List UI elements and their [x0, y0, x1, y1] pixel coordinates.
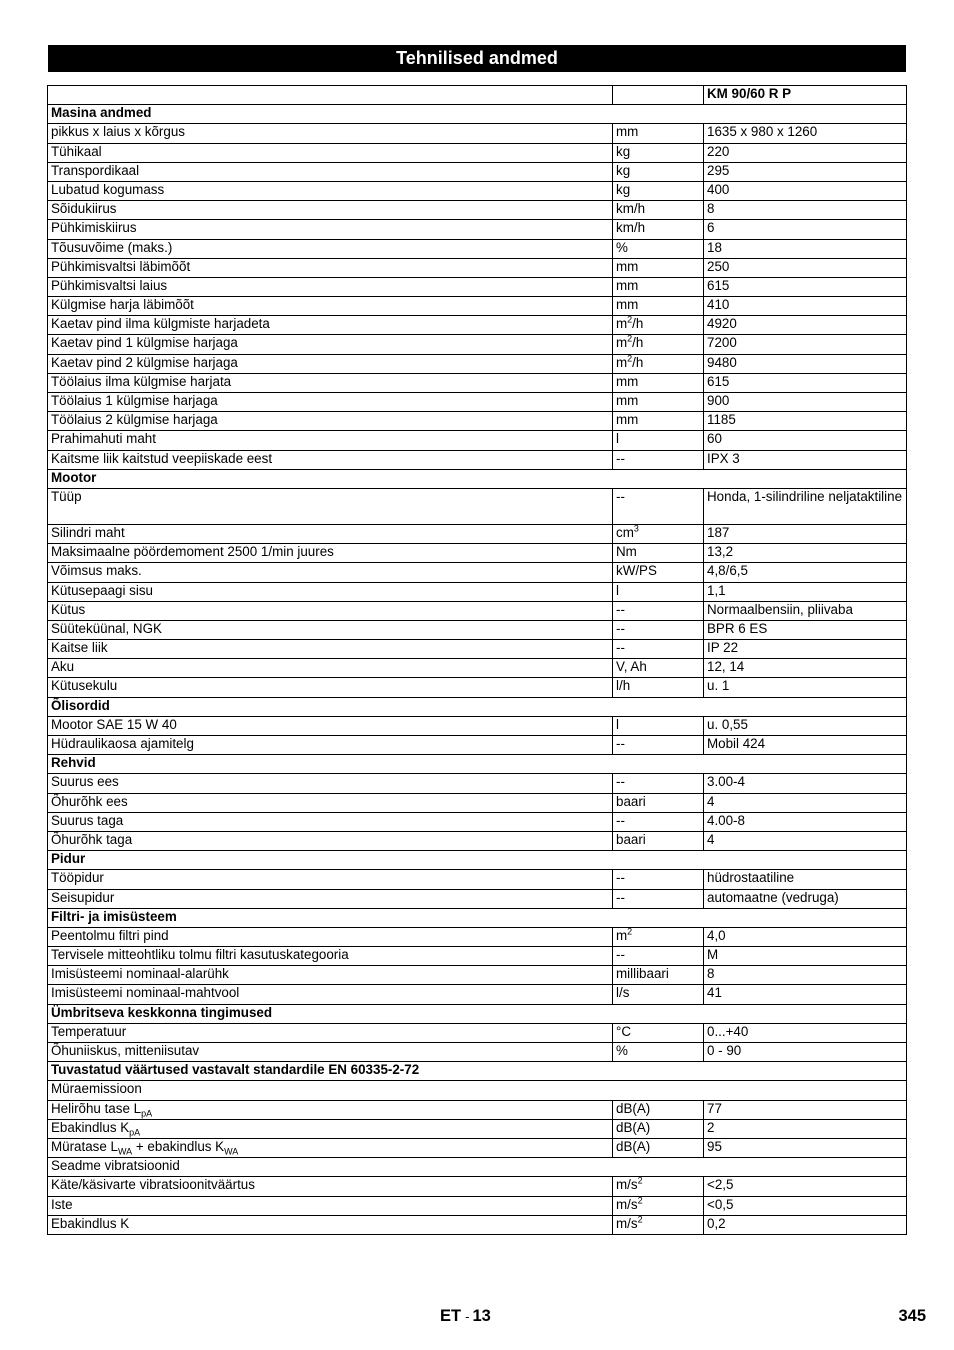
- table-row: [48, 831, 907, 850]
- table-row: [48, 1215, 907, 1234]
- table-row: [48, 870, 907, 889]
- spec-value: 13,2: [704, 544, 907, 563]
- table-row: [48, 258, 907, 277]
- spec-label: [48, 831, 613, 850]
- spec-value: 1185: [704, 412, 907, 431]
- spec-unit: km/h: [613, 201, 704, 220]
- table-row: [48, 966, 907, 985]
- table-row: [48, 1158, 907, 1177]
- footer-page: 13: [472, 1307, 491, 1325]
- spec-label: [48, 335, 613, 354]
- table-row: [48, 601, 907, 620]
- spec-value: 95: [704, 1138, 907, 1157]
- spec-label: [48, 947, 613, 966]
- subheading-label: Seadme vibratsioonid: [51, 1158, 180, 1174]
- spec-unit: km/h: [613, 220, 704, 239]
- spec-label: [48, 889, 613, 908]
- spec-label: [48, 201, 613, 220]
- spec-value: 1,1: [704, 582, 907, 601]
- unit-superscript: 3: [633, 524, 639, 534]
- spec-label: [48, 678, 613, 697]
- spec-unit: --: [613, 947, 704, 966]
- table-row: [48, 889, 907, 908]
- spec-label-text: Käte/käsivarte vibratsioonitväärtus: [51, 1177, 255, 1193]
- section-heading: Mootor: [48, 469, 907, 488]
- section-heading-row: [48, 1004, 907, 1023]
- spec-label-subscript: pA: [141, 1108, 153, 1119]
- spec-value: 4,8/6,5: [704, 563, 907, 582]
- spec-unit: baari: [613, 793, 704, 812]
- spec-value: u. 0,55: [704, 716, 907, 735]
- spec-value: automaatne (vedruga): [704, 889, 907, 908]
- spec-label-text: Õhurõhk ees: [51, 793, 128, 809]
- spec-label-text: Helirõhu tase L: [51, 1100, 142, 1116]
- table-row: [48, 524, 907, 543]
- spec-label-text: Süüteküünal, NGK: [51, 620, 162, 636]
- spec-value: 18: [704, 239, 907, 258]
- section-heading: Ümbritseva keskkonna tingimused: [48, 1004, 907, 1023]
- spec-label: [48, 181, 613, 200]
- table-row: [48, 927, 907, 946]
- spec-value: 77: [704, 1100, 907, 1119]
- table-row: [48, 544, 907, 563]
- spec-unit: --: [613, 488, 704, 524]
- spec-unit: mm: [613, 124, 704, 143]
- spec-label-text: Prahimahuti maht: [51, 431, 156, 447]
- spec-value: 9480: [704, 354, 907, 373]
- spec-label: [48, 582, 613, 601]
- header-label-cell: [48, 86, 613, 105]
- unit-superscript: 2: [627, 354, 633, 364]
- spec-label-text: Ebakindlus K: [51, 1119, 130, 1135]
- spec-label-text: Tervisele mitteohtliku tolmu filtri kasutuskategooria: [51, 947, 349, 963]
- table-row: [48, 793, 907, 812]
- spec-label: [48, 985, 613, 1004]
- spec-label-text: Kütusepaagi sisu: [51, 582, 153, 598]
- spec-value: 295: [704, 162, 907, 181]
- footer-language-code: [440, 1307, 491, 1326]
- unit-superscript: 2: [627, 334, 633, 344]
- spec-unit: Nm: [613, 544, 704, 563]
- spec-label-subscript-2: WA: [224, 1146, 239, 1157]
- spec-unit: $m^2/h$: [613, 316, 704, 335]
- spec-label: [48, 316, 613, 335]
- page-number: 345: [898, 1307, 926, 1325]
- spec-label-text: Tühikaal: [51, 143, 102, 159]
- spec-value: 7200: [704, 335, 907, 354]
- spec-value: u. 1: [704, 678, 907, 697]
- spec-value: M: [704, 947, 907, 966]
- unit-superscript: 2: [637, 1196, 643, 1206]
- spec-label: [48, 393, 613, 412]
- spec-label: [48, 162, 613, 181]
- spec-label-text: Seisupidur: [51, 889, 115, 905]
- spec-value: 187: [704, 524, 907, 543]
- spec-label-text: Kaetav pind 1 külgmise harjaga: [51, 335, 238, 351]
- spec-unit: --: [613, 640, 704, 659]
- table-row: [48, 678, 907, 697]
- section-heading-row: [48, 1062, 907, 1081]
- spec-value: IPX 3: [704, 450, 907, 469]
- spec-label: [48, 659, 613, 678]
- spec-value: Honda, 1-silindriline neljataktiline: [704, 488, 907, 524]
- spec-label: [48, 716, 613, 735]
- spec-value: 41: [704, 985, 907, 1004]
- unit-superscript: 2: [637, 1215, 643, 1225]
- model-name: KM 90/60 R P: [704, 86, 907, 105]
- spec-value: 410: [704, 297, 907, 316]
- spec-unit: mm: [613, 277, 704, 296]
- spec-unit: --: [613, 450, 704, 469]
- footer-dash: -: [465, 1309, 470, 1324]
- table-row: [48, 1043, 907, 1062]
- spec-label: [48, 812, 613, 831]
- section-heading-row: [48, 697, 907, 716]
- spec-label: [48, 966, 613, 985]
- spec-value: 1635 x 980 x 1260: [704, 124, 907, 143]
- spec-value: 615: [704, 373, 907, 392]
- subheading-label: Müraemissioon: [51, 1081, 142, 1097]
- spec-unit: $m^2/h$: [613, 335, 704, 354]
- table-row: [48, 1196, 907, 1215]
- spec-label-text: pikkus x laius x kõrgus: [51, 124, 185, 140]
- spec-unit: $m^2$: [613, 927, 704, 946]
- spec-label: [48, 488, 613, 524]
- table-row: [48, 659, 907, 678]
- spec-label: [48, 620, 613, 639]
- spec-unit: mm: [613, 297, 704, 316]
- section-heading-row: [48, 105, 907, 124]
- spec-label: [48, 736, 613, 755]
- spec-label: [48, 927, 613, 946]
- table-row: [48, 316, 907, 335]
- table-row: [48, 143, 907, 162]
- spec-label: [48, 563, 613, 582]
- spec-label: [48, 412, 613, 431]
- spec-unit: %: [613, 1043, 704, 1062]
- table-row: [48, 582, 907, 601]
- spec-unit: --: [613, 620, 704, 639]
- spec-value: 4: [704, 831, 907, 850]
- spec-label-text: Suurus ees: [51, 774, 119, 790]
- spec-value: 4920: [704, 316, 907, 335]
- spec-label-text: Kaetav pind 2 külgmise harjaga: [51, 354, 238, 370]
- spec-label-text: Kaitse liik: [51, 640, 108, 656]
- spec-value: 4: [704, 793, 907, 812]
- spec-label: [48, 774, 613, 793]
- spec-unit: kW/PS: [613, 563, 704, 582]
- footer-lang: ET: [440, 1307, 462, 1325]
- spec-value: BPR 6 ES: [704, 620, 907, 639]
- section-heading: Masina andmed: [48, 105, 907, 124]
- spec-unit: dB(A): [613, 1119, 704, 1138]
- table-header-row: [48, 86, 907, 105]
- table-row: [48, 181, 907, 200]
- table-row: [48, 736, 907, 755]
- section-heading: Filtri- ja imisüsteem: [48, 908, 907, 927]
- spec-label-text: Hüdraulikaosa ajamitelg: [51, 736, 194, 751]
- spec-value: 3.00-4: [704, 774, 907, 793]
- spec-unit: %: [613, 239, 704, 258]
- spec-value: <0,5: [704, 1196, 907, 1215]
- spec-unit: baari: [613, 831, 704, 850]
- spec-value: 400: [704, 181, 907, 200]
- table-row: [48, 124, 907, 143]
- table-row: [48, 640, 907, 659]
- spec-value: 12, 14: [704, 659, 907, 678]
- spec-value: hüdrostaatiline: [704, 870, 907, 889]
- table-row: [48, 450, 907, 469]
- spec-value: 900: [704, 393, 907, 412]
- spec-label-text: Suurus taga: [51, 812, 124, 828]
- unit-superscript: 2: [627, 315, 633, 325]
- section-heading-row: [48, 908, 907, 927]
- table-row: [48, 563, 907, 582]
- spec-unit: dB(A): [613, 1100, 704, 1119]
- table-row: [48, 620, 907, 639]
- spec-label-text: Iste: [51, 1196, 73, 1212]
- table-row: [48, 1023, 907, 1042]
- spec-label-text: Pühkimisvaltsi läbimõõt: [51, 258, 191, 274]
- spec-value: 8: [704, 966, 907, 985]
- spec-unit: $m/s^2$: [613, 1196, 704, 1215]
- spec-label: [48, 640, 613, 659]
- spec-unit: dB(A): [613, 1138, 704, 1157]
- spec-value: Normaalbensiin, pliivaba: [704, 601, 907, 620]
- spec-label-text: Kaitsme liik kaitstud veepiiskade eest: [51, 450, 273, 466]
- spec-label-text: Aku: [51, 659, 75, 675]
- spec-value: 615: [704, 277, 907, 296]
- spec-label: [48, 143, 613, 162]
- spec-label-text-2: + ebakindlus K: [132, 1138, 225, 1154]
- table-row: [48, 412, 907, 431]
- spec-unit: l/h: [613, 678, 704, 697]
- spec-label-text: Pühkimisvaltsi laius: [51, 277, 168, 293]
- spec-label-text: Õhurõhk taga: [51, 831, 133, 847]
- spec-label-text: Töölaius 1 külgmise harjaga: [51, 393, 218, 408]
- spec-label: [48, 354, 613, 373]
- spec-label-text: Transpordikaal: [51, 162, 140, 178]
- unit-superscript: 2: [637, 1176, 643, 1186]
- spec-label: [48, 297, 613, 316]
- spec-label-text: Pühkimiskiirus: [51, 220, 137, 236]
- spec-label: [48, 1119, 613, 1138]
- spec-unit: °C: [613, 1023, 704, 1042]
- spec-label-subscript: pA: [129, 1127, 141, 1138]
- table-row: [48, 373, 907, 392]
- spec-unit: --: [613, 812, 704, 831]
- spec-value: 4,0: [704, 927, 907, 946]
- spec-label-text: Võimsus maks.: [51, 563, 142, 579]
- header-unit-cell: [613, 86, 704, 105]
- table-row: [48, 488, 907, 524]
- spec-label-text: Silindri maht: [51, 524, 125, 540]
- table-row: [48, 947, 907, 966]
- section-heading-row: [48, 851, 907, 870]
- spec-label: [48, 601, 613, 620]
- spec-label-text: Temperatuur: [51, 1023, 127, 1039]
- table-row: [48, 354, 907, 373]
- spec-label: [48, 1043, 613, 1062]
- spec-label-text: Kaetav pind ilma külgmiste harjadeta: [51, 316, 270, 332]
- spec-unit: mm: [613, 393, 704, 412]
- specs-table-body: [48, 86, 907, 1235]
- spec-unit: l: [613, 582, 704, 601]
- section-heading: Õlisordid: [48, 697, 907, 716]
- table-row: [48, 431, 907, 450]
- table-row: [48, 297, 907, 316]
- table-row: [48, 812, 907, 831]
- spec-unit: --: [613, 601, 704, 620]
- spec-label-text: Tüüp: [51, 488, 82, 504]
- spec-unit: V, Ah: [613, 659, 704, 678]
- spec-unit: mm: [613, 373, 704, 392]
- section-heading-row: [48, 755, 907, 774]
- spec-label: [48, 870, 613, 889]
- spec-unit: --: [613, 870, 704, 889]
- spec-label: [48, 277, 613, 296]
- spec-unit: $m^2/h$: [613, 354, 704, 373]
- spec-label-text: Õhuniiskus, mitteniisutav: [51, 1043, 200, 1058]
- spec-unit: kg: [613, 162, 704, 181]
- section-heading: Tuvastatud väärtused vastavalt standardile EN 60335-2-72: [48, 1062, 907, 1081]
- spec-label: [48, 450, 613, 469]
- spec-unit: $m/s^2$: [613, 1177, 704, 1196]
- spec-label: [48, 1100, 613, 1119]
- spec-unit: kg: [613, 181, 704, 200]
- table-row: [48, 335, 907, 354]
- spec-label-subscript: WA: [118, 1146, 133, 1157]
- spec-label: [48, 1138, 613, 1157]
- spec-value: 2: [704, 1119, 907, 1138]
- specs-table: [47, 85, 907, 1235]
- spec-unit: mm: [613, 412, 704, 431]
- spec-value: Mobil 424: [704, 736, 907, 755]
- spec-label: [48, 544, 613, 563]
- spec-value: 4.00-8: [704, 812, 907, 831]
- spec-value: IP 22: [704, 640, 907, 659]
- table-row: [48, 162, 907, 181]
- spec-label: [48, 1023, 613, 1042]
- table-row: [48, 774, 907, 793]
- unit-superscript: 2: [627, 927, 633, 937]
- spec-label: [48, 1196, 613, 1215]
- spec-label-text: Maksimaalne pöördemoment 2500 1/min juures: [51, 544, 334, 560]
- spec-label-text: Peentolmu filtri pind: [51, 927, 169, 943]
- spec-label: [48, 124, 613, 143]
- spec-label-text: Tööpidur: [51, 870, 104, 886]
- spec-label-text: Töölaius ilma külgmise harjata: [51, 373, 232, 389]
- spec-label: [48, 431, 613, 450]
- spec-label: [48, 239, 613, 258]
- section-heading: Pidur: [48, 851, 907, 870]
- spec-label-text: Ebakindlus K: [51, 1215, 130, 1231]
- table-row: [48, 716, 907, 735]
- table-row: [48, 1081, 907, 1100]
- subheading-cell: [48, 1081, 907, 1100]
- spec-unit: kg: [613, 143, 704, 162]
- spec-value: 220: [704, 143, 907, 162]
- page-title: Tehnilised andmed: [48, 45, 906, 72]
- spec-value: 8: [704, 201, 907, 220]
- spec-label-text: Kütus: [51, 601, 86, 617]
- table-row: [48, 1177, 907, 1196]
- spec-unit: $m/s^2$: [613, 1215, 704, 1234]
- spec-label: [48, 373, 613, 392]
- spec-label-text: Tõusuvõime (maks.): [51, 239, 173, 255]
- table-row: [48, 1138, 907, 1157]
- spec-label-text: Lubatud kogumass: [51, 181, 165, 197]
- table-row: [48, 201, 907, 220]
- section-heading: Rehvid: [48, 755, 907, 774]
- spec-label: [48, 1215, 613, 1234]
- table-row: [48, 277, 907, 296]
- spec-unit: $cm^3$: [613, 524, 704, 543]
- spec-label: [48, 524, 613, 543]
- subheading-cell: [48, 1158, 907, 1177]
- spec-value: <2,5: [704, 1177, 907, 1196]
- spec-value: 250: [704, 258, 907, 277]
- spec-unit: millibaari: [613, 966, 704, 985]
- spec-label-text: Imisüsteemi nominaal-alarühk: [51, 966, 229, 982]
- spec-label: [48, 793, 613, 812]
- spec-unit: --: [613, 774, 704, 793]
- table-row: [48, 239, 907, 258]
- spec-unit: l: [613, 431, 704, 450]
- spec-label: [48, 1177, 613, 1196]
- table-row: [48, 985, 907, 1004]
- spec-label-text: Töölaius 2 külgmise harjaga: [51, 412, 218, 428]
- spec-value: 0...+40: [704, 1023, 907, 1042]
- table-row: [48, 393, 907, 412]
- spec-unit: l: [613, 716, 704, 735]
- spec-label-text: Mootor SAE 15 W 40: [51, 716, 177, 732]
- spec-unit: l/s: [613, 985, 704, 1004]
- spec-value: 60: [704, 431, 907, 450]
- spec-value: 0 - 90: [704, 1043, 907, 1062]
- spec-label-text: Sõidukiirus: [51, 201, 117, 217]
- spec-label-text: Imisüsteemi nominaal-mahtvool: [51, 985, 240, 1001]
- spec-label: [48, 258, 613, 277]
- spec-label: [48, 220, 613, 239]
- spec-unit: --: [613, 736, 704, 755]
- table-row: [48, 1119, 907, 1138]
- spec-label-text: Külgmise harja läbimõõt: [51, 297, 194, 313]
- spec-label-text: Müratase L: [51, 1138, 118, 1154]
- section-heading-row: [48, 469, 907, 488]
- table-row: [48, 1100, 907, 1119]
- spec-value: 6: [704, 220, 907, 239]
- spec-unit: --: [613, 889, 704, 908]
- spec-value: 0,2: [704, 1215, 907, 1234]
- table-row: [48, 220, 907, 239]
- spec-label-text: Kütusekulu: [51, 678, 118, 694]
- spec-unit: mm: [613, 258, 704, 277]
